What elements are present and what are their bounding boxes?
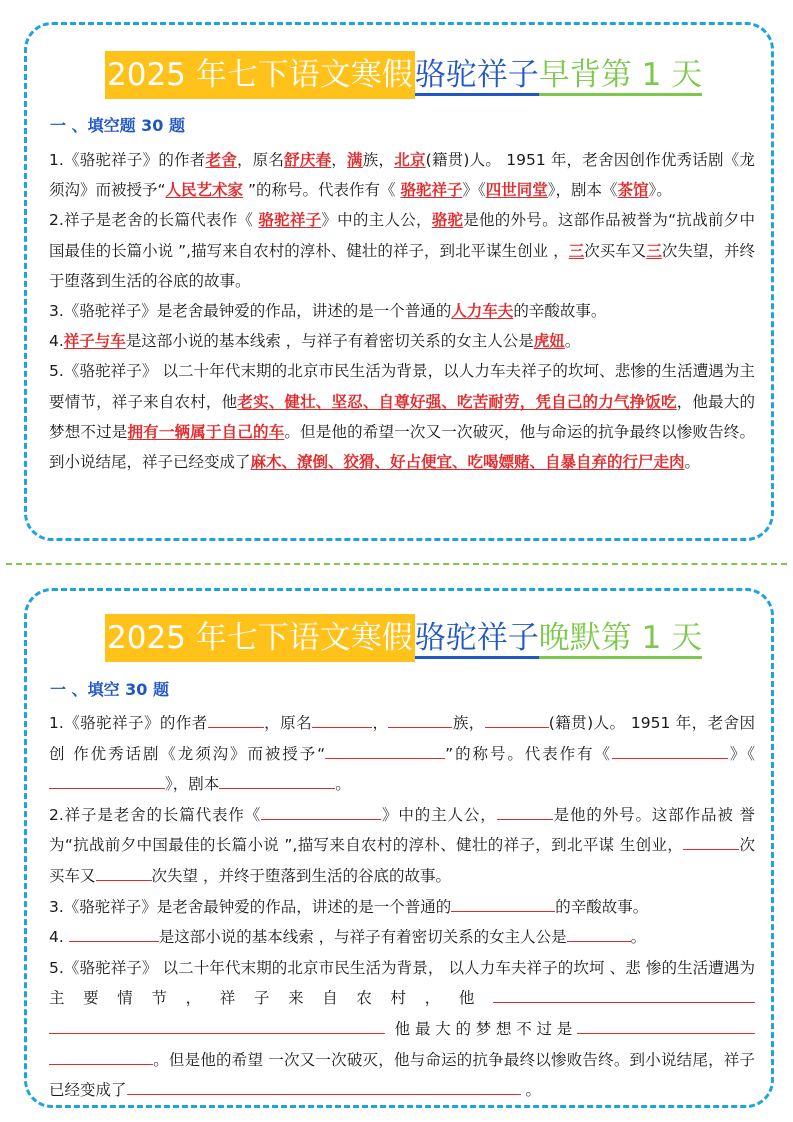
answer: 老实、健壮、坚忍、自尊好强、吃苦耐劳，凭自己的力气挣饭吃 (237, 392, 677, 411)
answer-blank (127, 1077, 521, 1095)
question-text: 4. (49, 928, 69, 947)
answer: 三 (646, 241, 662, 260)
title-book: 骆驼祥子 (415, 51, 539, 96)
question-text: 2.祥子是老舍的长篇代表作《 (49, 805, 262, 824)
question-text: ，他最大的梦想不过是 (49, 392, 755, 441)
question-text: 的辛酸故事。 (555, 897, 649, 916)
question-text: 是这部小说的基本线索 ，与祥子有着密切关系的女主人公是 (158, 928, 567, 947)
answer: 茶馆 (617, 181, 649, 200)
question-text: 。但是他的希望 一次又一次破灭，他与命运的抗争最终以惨败告终。到小说结尾，祥子已经变成了 (49, 1050, 755, 1100)
question-list (49, 708, 755, 1106)
question-text: 》，剧本 (165, 775, 220, 794)
question-5 (49, 953, 755, 1106)
question-text: ，原名 (263, 714, 313, 732)
answer-blank (493, 985, 755, 1003)
answer: 三 (568, 241, 585, 260)
section-heading: 一 、填空题 30 题 (50, 116, 185, 135)
question-4 (49, 326, 755, 356)
answer: 骆驼祥子 (258, 211, 322, 230)
question-text: 》《 (462, 181, 486, 200)
question-text: 5.《骆驼祥子》 以二十年代末期的北京市民生活为背景，以人力车夫祥子的坎坷、悲惨的生活遭遇为主要情节，祥子来自农村，他 (49, 362, 755, 411)
title-day: 晚默第 1 天 (539, 614, 702, 659)
question-text: 》，剧本《 (547, 181, 618, 200)
answer-blank (683, 832, 739, 850)
question-text: 次买车又 (49, 836, 755, 885)
question-text: ，原名 (236, 151, 285, 169)
question-text: ， (372, 714, 389, 732)
dictation-card (24, 588, 774, 1108)
answer-blank (325, 741, 445, 759)
answer: 北京 (394, 151, 426, 169)
title-year: 2025 年七下语文寒假 (105, 614, 415, 662)
question-text: ， (331, 151, 348, 169)
section-heading: 一 、填空 30 题 (50, 680, 169, 699)
answer: 老舍 (205, 151, 237, 169)
answer: 人力车夫 (451, 302, 514, 321)
question-text: (籍贯)人。 1951 年，老舍因创作优秀话剧《龙须沟》而被授予“ (49, 151, 755, 200)
question-text: 》《 (727, 744, 755, 763)
question-text: 。 (335, 775, 351, 794)
question-text: 。 (630, 928, 647, 947)
answer-blank (497, 802, 553, 820)
question-text: 》。 (648, 181, 672, 200)
answer: 人民艺术家 (165, 181, 244, 200)
answer-blank (567, 924, 631, 942)
answer-blank (485, 710, 549, 728)
answer: 四世同堂 (485, 181, 548, 200)
answer-blank (49, 771, 165, 789)
question-3 (49, 296, 755, 326)
question-text: 。 (520, 1081, 541, 1100)
question-text: 》中的主人公， (321, 211, 432, 230)
question-text: 3.《骆驼祥子》是老舍最钟爱的作品，讲述的是一个普通的 (49, 897, 452, 916)
question-text: 1.《骆驼祥子》的作者 (49, 714, 208, 732)
question-text: 次失望，并终于堕落到生活的谷底的故事。 (49, 241, 755, 290)
answer: 满 (347, 151, 363, 169)
answer-blank (219, 771, 335, 789)
answer-blank (388, 710, 452, 728)
answer: 麻木、潦倒、狡猾、好占便宜、吃喝嫖赌、自暴自弃的行尸走肉 (250, 453, 685, 472)
question-text: ”的称号。代表作有《 (243, 181, 401, 200)
title-book: 骆驼祥子 (415, 614, 539, 659)
question-text: 2.祥子是老舍的长篇代表作《 (49, 211, 259, 230)
answer-blank (69, 924, 159, 942)
card-title (105, 51, 702, 99)
question-text: 族， (362, 151, 395, 169)
answer: 拥有一辆属于自己的车 (127, 422, 285, 441)
question-text: 4. (49, 332, 64, 351)
question-text: 族， (452, 714, 485, 732)
title-day: 早背第 1 天 (539, 51, 702, 96)
question-text: 5.《骆驼祥子》 以二十年代末期的北京市民生活为背景， 以人力车夫祥子的坎坷 、悲 惨的生活遭遇为主要情节，祥子来自农村，他 (49, 958, 755, 1008)
question-1 (49, 708, 755, 800)
question-text: 的辛酸故事。 (513, 302, 607, 321)
answer: 祥子与车 (63, 332, 126, 351)
answer-blank (49, 1016, 385, 1034)
section-divider (6, 563, 787, 565)
question-text: 是这部小说的基本线索 ，与祥子有着密切关系的女主人公是 (125, 332, 534, 351)
answer: 骆驼 (431, 211, 464, 230)
recitation-card (24, 22, 774, 541)
card-title (105, 614, 702, 662)
question-list (49, 145, 755, 477)
question-2 (49, 205, 755, 296)
question-text: 。但是他的希望一次又一次破灭，他与命运的抗争最终以惨败告终。到小说结尾，祥子已经变成了 (49, 422, 755, 472)
answer-blank (312, 710, 372, 728)
question-text: 是他的外号。这部作品被 誉为“抗战前夕中国最佳的长篇小说 ”,描写来自农村的淳朴、健壮的祥子，到北平谋 生创业， (49, 805, 755, 855)
answer-blank (261, 802, 381, 820)
question-text: 次买车又 (584, 241, 647, 260)
question-text: 次失望 ，并终于堕落到生活的谷底的故事。 (151, 866, 451, 885)
answer-blank (49, 1047, 153, 1065)
answer: 骆驼祥子 (400, 181, 463, 200)
question-text: (籍贯)人。 1951 年，老舍因创 作优秀话剧《龙须沟》而被授予“ (49, 714, 755, 763)
question-text: 。 (684, 453, 701, 472)
answer-blank (451, 894, 555, 912)
question-text: 是他的外号。这部作品被誉为“抗战前夕中国最佳的长篇小说 ”,描写来自农村的淳朴、健壮的祥子，到北平谋生创业 ， (49, 211, 755, 260)
question-text: 》中的主人公， (381, 805, 497, 824)
question-4 (49, 922, 755, 953)
question-1 (49, 145, 755, 205)
question-text: 3.《骆驼祥子》是老舍最钟爱的作品，讲述的是一个普通的 (49, 302, 452, 321)
answer-blank (612, 741, 728, 759)
question-text: 1.《骆驼祥子》的作者 (49, 151, 206, 169)
title-year: 2025 年七下语文寒假 (105, 51, 415, 99)
question-2 (49, 800, 755, 892)
answer-blank (577, 1016, 755, 1034)
question-text: 。 (564, 332, 581, 351)
question-text: ”的称号。代表作有《 (445, 744, 612, 763)
answer: 舒庆春 (284, 151, 332, 169)
answer-blank (96, 863, 152, 881)
answer: 虎妞 (533, 332, 565, 351)
question-5 (49, 356, 755, 477)
question-3 (49, 892, 755, 923)
answer-blank (208, 710, 264, 728)
question-text: 他最大的梦想不过是 (385, 1019, 577, 1038)
